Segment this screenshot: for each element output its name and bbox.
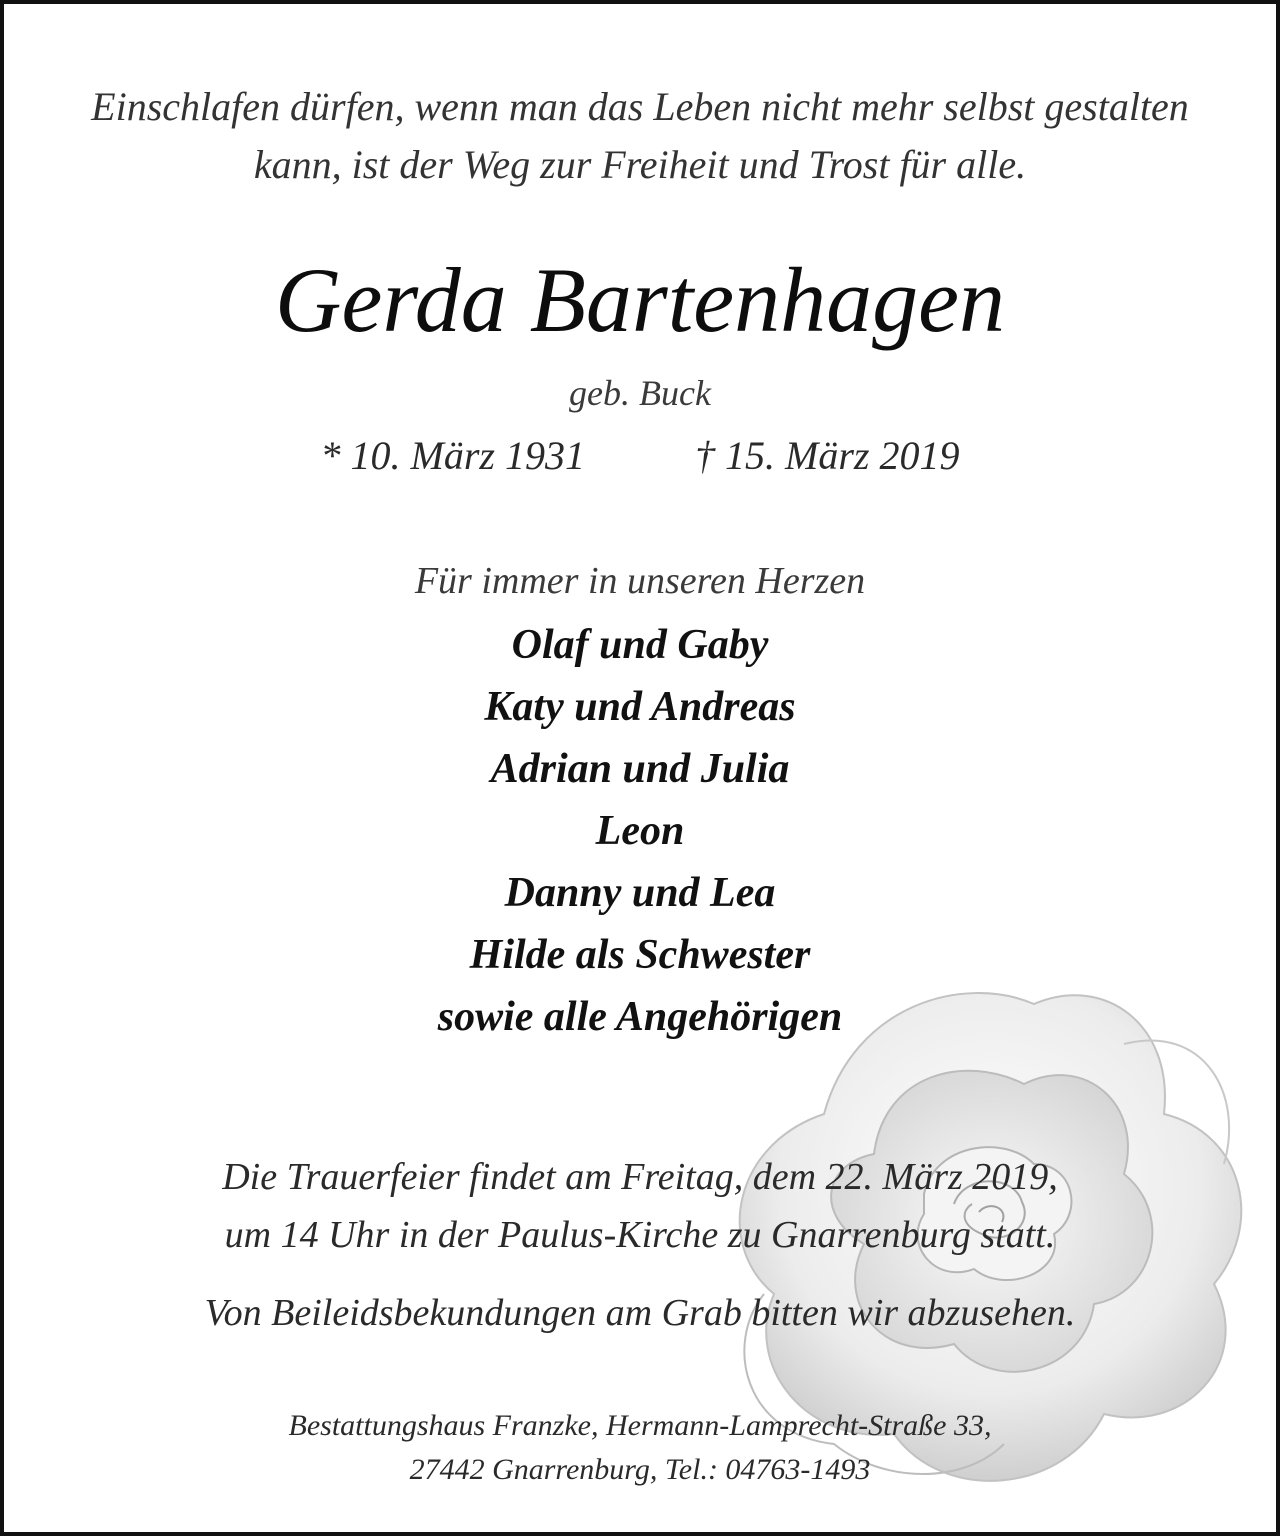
maiden-name: geb. Buck [569, 373, 711, 413]
condolence-request: Von Beileidsbekundungen am Grab bitten wir abzusehen. [204, 1292, 1076, 1334]
mourner-entry: Olaf und Gaby [511, 622, 769, 668]
funeral-line: um 14 Uhr in der Paulus-Kirche zu Gnarrenburg statt. [224, 1214, 1056, 1256]
funeral-info [4, 1148, 1276, 1264]
undertaker-line: Bestattungshaus Franzke, Hermann-Lamprecht-Straße 33, [288, 1409, 992, 1442]
mourner-entry: Hilde als Schwester [469, 932, 811, 978]
undertaker-line: 27442 Gnarrenburg, Tel.: 04763-1493 [409, 1453, 871, 1486]
mourners-intro: Für immer in unseren Herzen [414, 560, 866, 602]
birth-date: * 10. März 1931 [320, 433, 585, 478]
motto-quote [70, 78, 1210, 194]
motto-line: kann, ist der Weg zur Freiheit und Trost für alle. [253, 142, 1027, 187]
mourners-list [4, 614, 1276, 1048]
motto-line: Einschlafen dürfen, wenn man das Leben nicht mehr selbst gestalten [91, 84, 1189, 129]
undertaker-info [4, 1404, 1276, 1492]
mourner-entry: Danny und Lea [504, 870, 776, 916]
deceased-name: Gerda Bartenhagen [275, 249, 1005, 351]
death-date: † 15. März 2019 [695, 433, 960, 478]
notice-content [4, 78, 1276, 1492]
mourner-entry: Leon [595, 808, 685, 854]
mourner-entry: sowie alle Angehörigen [437, 994, 843, 1040]
life-dates [4, 428, 1276, 484]
mourner-entry: Adrian und Julia [490, 746, 790, 792]
funeral-line: Die Trauerfeier findet am Freitag, dem 22. März 2019, [222, 1156, 1058, 1198]
mourner-entry: Katy und Andreas [484, 684, 796, 730]
